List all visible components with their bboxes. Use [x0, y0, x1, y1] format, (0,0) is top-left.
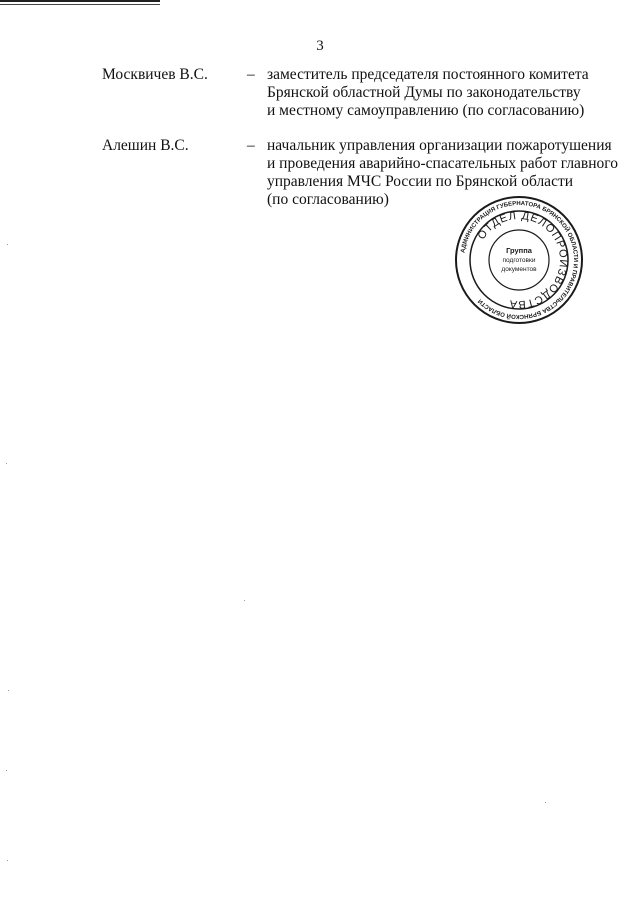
stamp-center-line: подготовки — [502, 257, 536, 264]
top-rule — [0, 0, 160, 2]
scan-speck — [6, 770, 7, 771]
page-number: 3 — [316, 38, 324, 54]
stamp-center-line: Группа — [506, 246, 532, 255]
scan-speck — [7, 860, 8, 861]
entry-description-line: начальник управления организации пожаротушения — [267, 137, 612, 154]
scan-speck — [7, 244, 8, 245]
entry-name: Алешин В.С. — [102, 137, 189, 154]
stamp-ring-text: ОТДЕЛ ДЕЛОПРОИЗВОДСТВА — [475, 209, 570, 311]
stamp-center-line: документов — [501, 266, 537, 273]
entry-description-line: управления МЧС России по Брянской области — [267, 173, 574, 190]
entry-dash: – — [247, 137, 255, 154]
official-stamp — [453, 194, 585, 326]
entry-description-line: и проведения аварийно-спасательных работ главного — [267, 155, 619, 172]
scan-speck — [545, 802, 546, 803]
scan-speck — [8, 690, 9, 691]
top-rule-thin — [0, 4, 160, 5]
entry-description-line: Брянской областной Думы по законодательству — [267, 84, 581, 101]
entry-description-line: заместитель председателя постоянного комитета — [267, 66, 589, 83]
entry-dash: – — [247, 66, 255, 83]
entry-name: Москвичев В.С. — [102, 66, 208, 83]
entry-description-line: и местному самоуправлению (по согласованию) — [267, 102, 585, 119]
entry-description — [267, 66, 632, 120]
scan-speck — [244, 600, 245, 601]
entry-description-line: (по согласованию) — [267, 191, 389, 208]
scan-speck — [6, 463, 7, 464]
stamp-outer-text: АДМИНИСТРАЦИЯ ГУБЕРНАТОРА БРЯНСКОЙ ОБЛАСТИ И ПРАВИТЕЛЬСТВА БРЯНСКОЙ ОБЛАСТИ — [460, 200, 579, 320]
